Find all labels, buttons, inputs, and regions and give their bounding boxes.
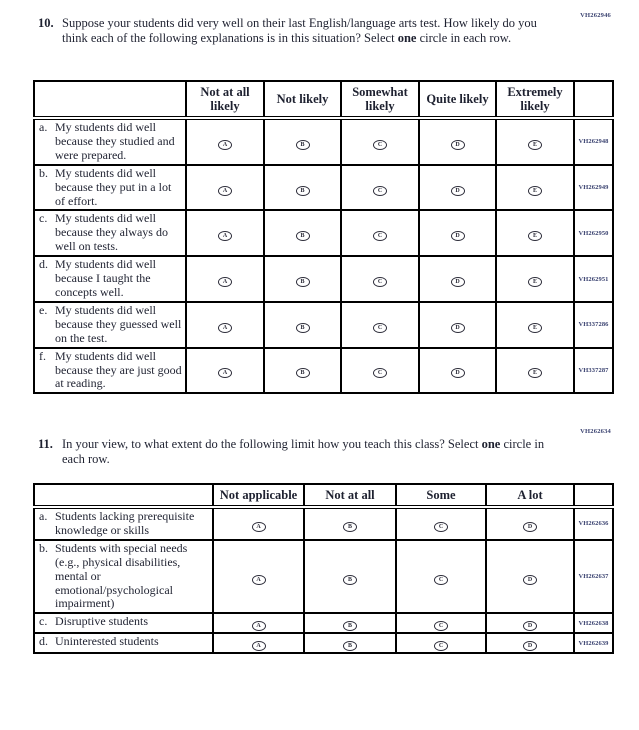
q10-column-header-2: Not likely — [264, 81, 341, 118]
answer-bubble-d[interactable]: D — [523, 641, 537, 651]
answer-bubble-d[interactable]: D — [451, 368, 465, 378]
q10-row-a — [34, 118, 613, 165]
answer-cell — [186, 302, 264, 348]
q11-column-header-3: Some — [396, 484, 486, 507]
question-11-prompt-bold: one — [481, 437, 501, 451]
item-code: VH262950 — [574, 210, 613, 256]
answer-bubble-b[interactable]: B — [343, 621, 357, 631]
q11-column-header-1: Not applicable — [213, 484, 304, 507]
q10-response-grid — [33, 80, 614, 394]
answer-bubble-b[interactable]: B — [296, 323, 310, 333]
q10-row-d — [34, 256, 613, 302]
question-11-prompt-pre: In your view, to what extent do the following limit how you teach this class? Select — [62, 437, 482, 451]
q11-row-c — [34, 613, 613, 633]
q11-row-a — [34, 507, 613, 540]
answer-bubble-a[interactable]: A — [218, 368, 232, 378]
row-letter: f. — [39, 348, 46, 363]
row-statement-inner — [39, 615, 209, 629]
answer-cell — [264, 165, 341, 211]
answer-cell — [186, 348, 264, 394]
item-code: VH262637 — [574, 540, 613, 614]
row-letter: c. — [39, 211, 48, 226]
row-statement — [34, 507, 213, 540]
answer-cell — [341, 210, 419, 256]
question-10-prompt — [62, 16, 564, 47]
answer-bubble-e[interactable]: E — [528, 323, 542, 333]
question-10-number: 10. — [38, 16, 54, 30]
answer-bubble-c[interactable]: C — [373, 277, 387, 287]
row-statement-inner — [39, 635, 209, 649]
row-text: Students lacking prerequisite knowledge or skills — [55, 509, 195, 537]
q10-column-header-4: Quite likely — [419, 81, 496, 118]
answer-cell — [396, 633, 486, 653]
answer-cell — [419, 165, 496, 211]
answer-bubble-b[interactable]: B — [296, 277, 310, 287]
answer-bubble-b[interactable]: B — [296, 140, 310, 150]
answer-cell — [341, 118, 419, 165]
row-statement-inner — [39, 542, 209, 612]
q11-stub-header — [34, 484, 213, 507]
item-code: VH262951 — [574, 256, 613, 302]
answer-cell — [396, 507, 486, 540]
q10-column-header-3: Somewhat likely — [341, 81, 419, 118]
q10-code-header — [574, 81, 613, 118]
item-code: VH337286 — [574, 302, 613, 348]
row-letter: a. — [39, 120, 48, 134]
answer-cell — [486, 507, 574, 540]
answer-bubble-a[interactable]: A — [252, 575, 266, 585]
answer-cell — [304, 633, 396, 653]
answer-cell — [304, 613, 396, 633]
row-letter: e. — [39, 302, 48, 317]
answer-bubble-b[interactable]: B — [343, 522, 357, 532]
answer-bubble-d[interactable]: D — [451, 323, 465, 333]
row-statement-inner — [39, 167, 182, 209]
answer-cell — [496, 165, 574, 211]
row-letter: d. — [39, 257, 48, 272]
answer-cell — [264, 256, 341, 302]
question-11-prompt-post: circle in each row. — [62, 437, 545, 467]
q11-admin-code: VH262634 — [580, 428, 611, 435]
answer-bubble-a[interactable]: A — [218, 186, 232, 196]
answer-bubble-d[interactable]: D — [451, 277, 465, 287]
q10-row-b — [34, 165, 613, 211]
answer-bubble-a[interactable]: A — [252, 522, 266, 532]
item-code: VH262949 — [574, 165, 613, 211]
row-letter: c. — [39, 614, 48, 629]
answer-cell — [496, 348, 574, 394]
q11-column-header-2: Not at all — [304, 484, 396, 507]
row-statement-inner — [39, 121, 182, 163]
answer-bubble-e[interactable]: E — [528, 140, 542, 150]
answer-bubble-b[interactable]: B — [343, 641, 357, 651]
row-statement — [34, 348, 186, 394]
answer-bubble-a[interactable]: A — [252, 641, 266, 651]
row-statement — [34, 633, 213, 653]
row-letter: d. — [39, 634, 48, 649]
row-statement-inner — [39, 510, 209, 538]
answer-bubble-e[interactable]: E — [528, 368, 542, 378]
row-text: My students did well because they guessed well on the test. — [55, 302, 182, 345]
row-statement-inner — [39, 304, 182, 346]
answer-cell — [486, 613, 574, 633]
answer-cell — [341, 165, 419, 211]
answer-cell — [186, 118, 264, 165]
q10-column-header-5: Extremely likely — [496, 81, 574, 118]
answer-cell — [419, 210, 496, 256]
question-10-prompt-post: circle in each row. — [416, 31, 512, 46]
answer-cell — [264, 210, 341, 256]
answer-bubble-c[interactable]: C — [373, 231, 387, 241]
answer-cell — [186, 210, 264, 256]
answer-bubble-d[interactable]: D — [523, 621, 537, 631]
q10-row-f — [34, 348, 613, 394]
q11-row-b — [34, 540, 613, 614]
answer-cell — [213, 633, 304, 653]
row-statement — [34, 165, 186, 211]
answer-bubble-c[interactable]: C — [373, 368, 387, 378]
answer-cell — [213, 507, 304, 540]
row-text: My students did well because they studied and were prepared. — [55, 120, 175, 162]
answer-cell — [419, 348, 496, 394]
answer-cell — [496, 210, 574, 256]
row-text: My students did well because they always do well on tests. — [55, 211, 168, 254]
answer-bubble-e[interactable]: E — [528, 277, 542, 287]
answer-cell — [304, 540, 396, 614]
answer-cell — [496, 256, 574, 302]
answer-cell — [486, 633, 574, 653]
answer-bubble-c[interactable]: C — [434, 641, 448, 651]
q11-response-grid — [33, 483, 614, 654]
question-10-prompt-pre: Suppose your students did very well on their last English/language arts test. How likely do you think each of the following explanations is in this situation? Select — [62, 16, 537, 46]
answer-cell — [341, 348, 419, 394]
row-letter: b. — [39, 540, 48, 555]
answer-cell — [304, 507, 396, 540]
answer-bubble-a[interactable]: A — [252, 621, 266, 631]
row-text: My students did well because they are just good at reading. — [55, 348, 182, 391]
answer-cell — [396, 613, 486, 633]
row-text: My students did well because I taught the concepts well. — [55, 257, 156, 299]
answer-cell — [264, 348, 341, 394]
q10-stub-header — [34, 81, 186, 118]
answer-bubble-e[interactable]: E — [528, 186, 542, 196]
answer-bubble-c[interactable]: C — [373, 186, 387, 196]
q10-row-e — [34, 302, 613, 348]
q11-code-header — [574, 484, 613, 507]
row-statement-inner — [39, 350, 182, 392]
row-statement — [34, 210, 186, 256]
q10-column-header-1: Not at all likely — [186, 81, 264, 118]
answer-bubble-d[interactable]: D — [451, 186, 465, 196]
row-statement — [34, 118, 186, 165]
answer-cell — [419, 118, 496, 165]
row-statement — [34, 302, 186, 348]
answer-bubble-b[interactable]: B — [343, 575, 357, 585]
q10-row-c — [34, 210, 613, 256]
q11-column-header-4: A lot — [486, 484, 574, 507]
answer-cell — [186, 256, 264, 302]
row-letter: b. — [39, 165, 48, 180]
row-text: Disruptive students — [55, 614, 148, 629]
question-10-prompt-bold: one — [397, 31, 417, 46]
answer-bubble-b[interactable]: B — [296, 231, 310, 241]
answer-bubble-a[interactable]: A — [218, 277, 232, 287]
answer-cell — [396, 540, 486, 614]
item-code: VH262638 — [574, 613, 613, 633]
answer-cell — [496, 118, 574, 165]
answer-cell — [496, 302, 574, 348]
question-11-number: 11. — [38, 437, 53, 451]
answer-bubble-e[interactable]: E — [528, 231, 542, 241]
q10-header-row — [34, 81, 613, 118]
answer-cell — [264, 302, 341, 348]
row-statement — [34, 256, 186, 302]
row-letter: a. — [39, 509, 48, 523]
answer-cell — [341, 256, 419, 302]
row-statement-inner — [39, 212, 182, 254]
answer-bubble-b[interactable]: B — [296, 368, 310, 378]
answer-bubble-d[interactable]: D — [523, 575, 537, 585]
answer-bubble-c[interactable]: C — [373, 323, 387, 333]
answer-bubble-a[interactable]: A — [218, 231, 232, 241]
item-code: VH262636 — [574, 507, 613, 540]
item-code: VH262948 — [574, 118, 613, 165]
answer-cell — [186, 165, 264, 211]
row-text: Uninterested students — [55, 634, 159, 649]
q11-header-row — [34, 484, 613, 507]
row-text: Students with special needs (e.g., physical disabilities, mental or emotional/psychological impairment) — [55, 540, 188, 611]
answer-bubble-d[interactable]: D — [451, 231, 465, 241]
q11-row-d — [34, 633, 613, 653]
answer-bubble-d[interactable]: D — [451, 140, 465, 150]
answer-cell — [341, 302, 419, 348]
item-code: VH262639 — [574, 633, 613, 653]
answer-bubble-a[interactable]: A — [218, 140, 232, 150]
answer-cell — [486, 540, 574, 614]
q10-admin-code: VH262946 — [580, 12, 611, 19]
answer-cell — [213, 540, 304, 614]
answer-bubble-b[interactable]: B — [296, 186, 310, 196]
question-10 — [38, 16, 564, 47]
answer-cell — [213, 613, 304, 633]
answer-bubble-d[interactable]: D — [523, 522, 537, 532]
row-text: My students did well because they put in a lot of effort. — [55, 165, 172, 208]
row-statement — [34, 540, 213, 614]
row-statement-inner — [39, 258, 182, 300]
answer-cell — [419, 302, 496, 348]
answer-cell — [419, 256, 496, 302]
answer-bubble-c[interactable]: C — [434, 522, 448, 532]
question-11-prompt — [62, 437, 564, 468]
answer-bubble-a[interactable]: A — [218, 323, 232, 333]
question-11 — [38, 437, 564, 468]
row-statement — [34, 613, 213, 633]
answer-bubble-c[interactable]: C — [434, 621, 448, 631]
answer-bubble-c[interactable]: C — [434, 575, 448, 585]
answer-cell — [264, 118, 341, 165]
item-code: VH337287 — [574, 348, 613, 394]
answer-bubble-c[interactable]: C — [373, 140, 387, 150]
